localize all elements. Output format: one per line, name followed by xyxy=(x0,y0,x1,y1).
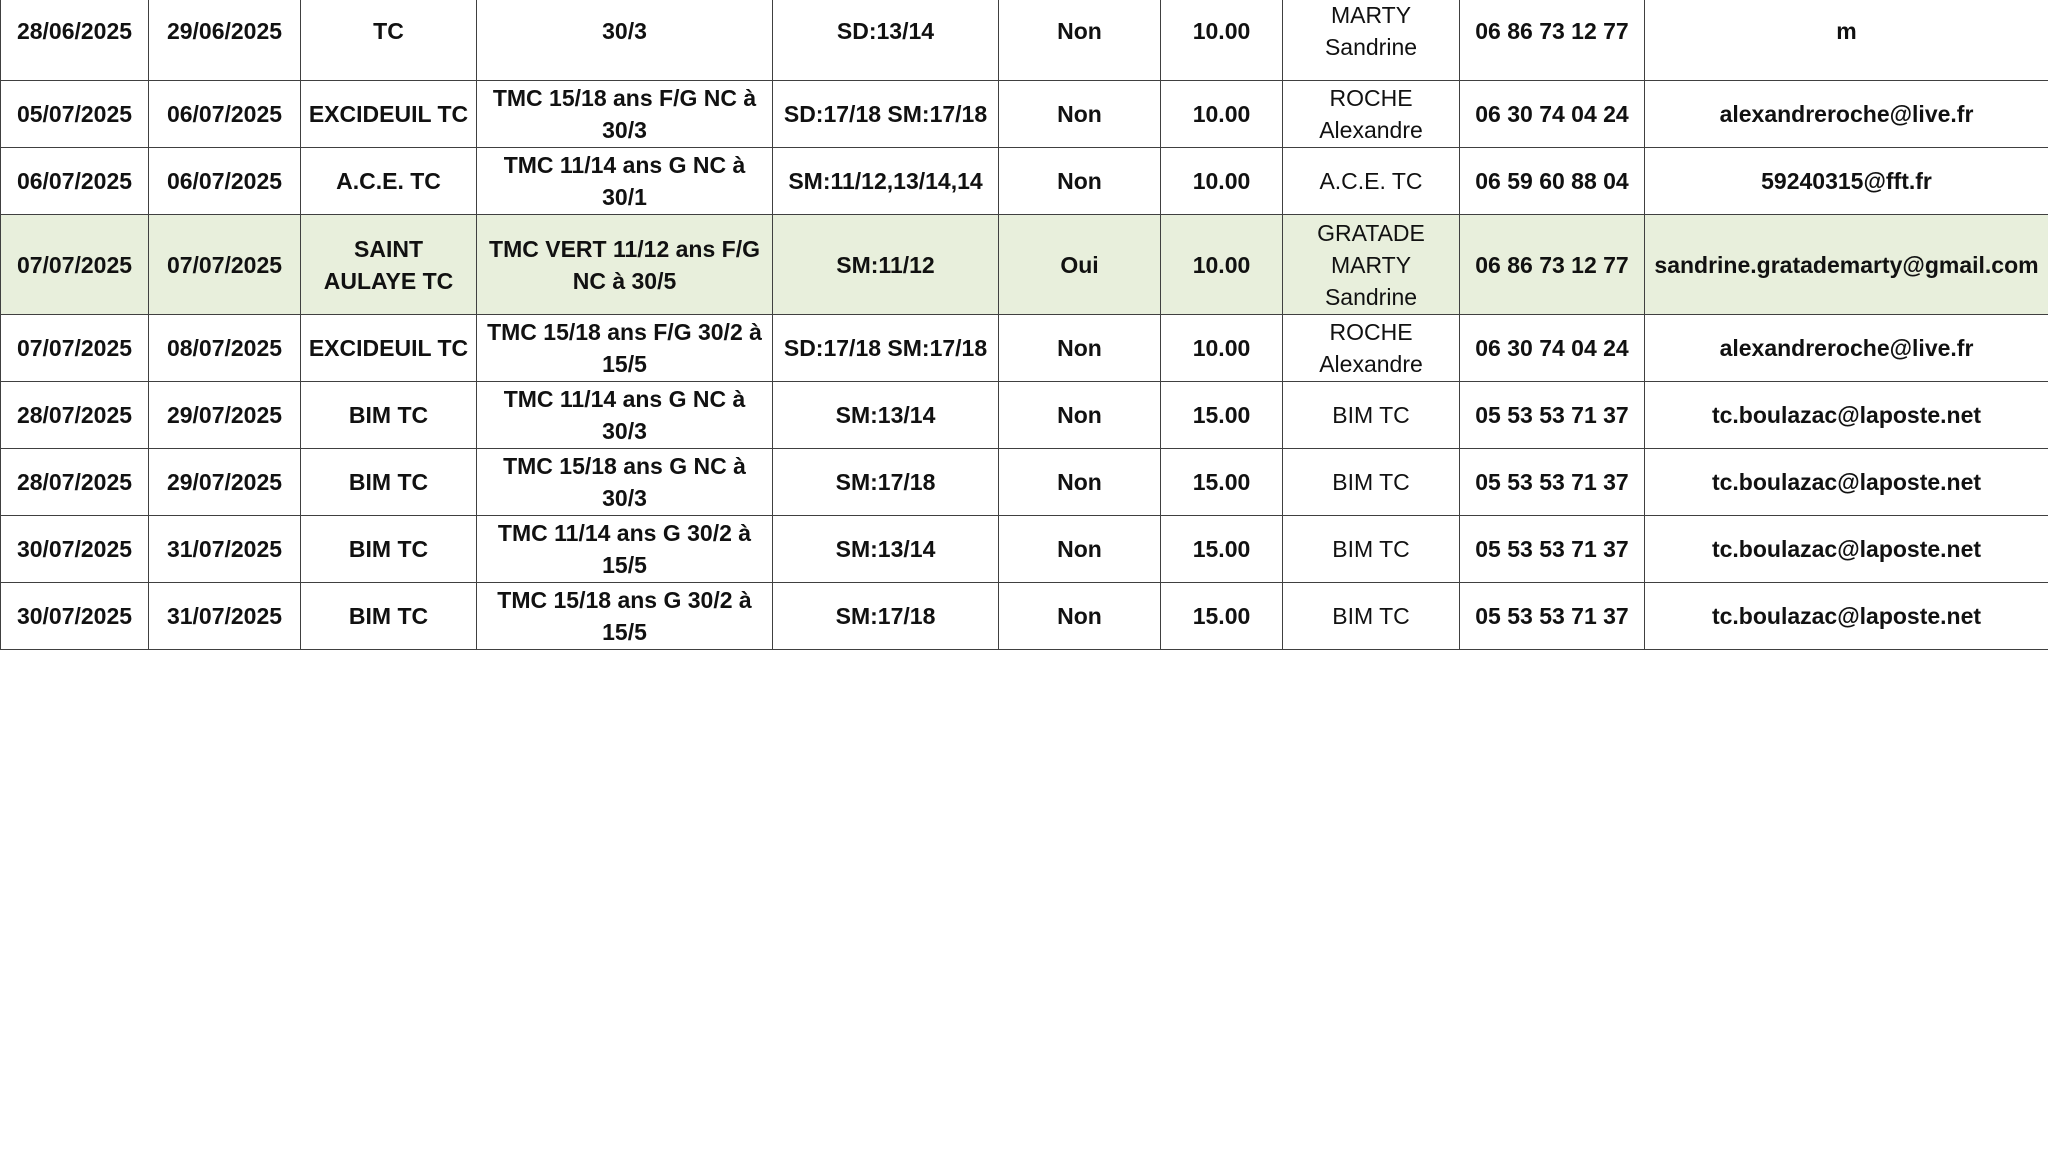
club-cell[interactable]: BIM TC xyxy=(301,516,477,583)
classement-cell[interactable]: SD:17/18 SM:17/18 xyxy=(773,81,999,148)
date-end-cell[interactable]: 31/07/2025 xyxy=(149,516,301,583)
classement-cell[interactable]: SM:17/18 xyxy=(773,449,999,516)
club-cell[interactable]: BIM TC xyxy=(301,382,477,449)
date-start-cell[interactable]: 28/07/2025 xyxy=(1,449,149,516)
phone-cell[interactable]: 06 30 74 04 24 xyxy=(1460,315,1645,382)
price-cell[interactable]: 15.00 xyxy=(1161,449,1283,516)
category-cell[interactable]: TMC 15/18 ans G 30/2 à 15/5 xyxy=(477,583,773,650)
date-end-cell[interactable]: 06/07/2025 xyxy=(149,148,301,215)
category-cell[interactable]: 30/3 xyxy=(477,0,773,81)
club-cell[interactable]: EXCIDEUIL TC xyxy=(301,81,477,148)
contact-name-cell[interactable]: ROCHE Alexandre xyxy=(1283,81,1460,148)
category-cell[interactable]: TMC 15/18 ans F/G 30/2 à 15/5 xyxy=(477,315,773,382)
contact-name-cell[interactable]: BIM TC xyxy=(1283,516,1460,583)
email-cell[interactable]: tc.boulazac@laposte.net xyxy=(1645,583,2048,650)
label-cell[interactable]: Oui xyxy=(999,215,1161,315)
label-cell[interactable]: Non xyxy=(999,583,1161,650)
date-start-cell[interactable]: 28/06/2025 xyxy=(1,0,149,81)
table-row xyxy=(1,81,2048,148)
email-cell[interactable]: tc.boulazac@laposte.net xyxy=(1645,382,2048,449)
phone-cell[interactable]: 05 53 53 71 37 xyxy=(1460,583,1645,650)
price-cell[interactable]: 10.00 xyxy=(1161,315,1283,382)
classement-cell[interactable]: SM:17/18 xyxy=(773,583,999,650)
contact-name-cell[interactable]: MARTY Sandrine xyxy=(1283,0,1460,81)
price-cell[interactable]: 10.00 xyxy=(1161,81,1283,148)
table-row xyxy=(1,516,2048,583)
table-row xyxy=(1,583,2048,650)
club-cell[interactable]: EXCIDEUIL TC xyxy=(301,315,477,382)
table-row xyxy=(1,315,2048,382)
email-cell[interactable]: sandrine.gratademarty@gmail.com xyxy=(1645,215,2048,315)
date-end-cell[interactable]: 07/07/2025 xyxy=(149,215,301,315)
phone-cell[interactable]: 06 59 60 88 04 xyxy=(1460,148,1645,215)
email-cell[interactable]: alexandreroche@live.fr xyxy=(1645,315,2048,382)
date-start-cell[interactable]: 30/07/2025 xyxy=(1,516,149,583)
contact-name-cell[interactable]: BIM TC xyxy=(1283,583,1460,650)
classement-cell[interactable]: SM:11/12 xyxy=(773,215,999,315)
classement-cell[interactable]: SM:13/14 xyxy=(773,382,999,449)
phone-cell[interactable]: 06 86 73 12 77 xyxy=(1460,0,1645,81)
email-cell[interactable]: alexandreroche@live.fr xyxy=(1645,81,2048,148)
classement-cell[interactable]: SM:13/14 xyxy=(773,516,999,583)
contact-name-cell[interactable]: GRATADE MARTY Sandrine xyxy=(1283,215,1460,315)
classement-cell[interactable]: SD:17/18 SM:17/18 xyxy=(773,315,999,382)
price-cell[interactable]: 10.00 xyxy=(1161,148,1283,215)
date-start-cell[interactable]: 28/07/2025 xyxy=(1,382,149,449)
label-cell[interactable]: Non xyxy=(999,81,1161,148)
date-end-cell[interactable]: 29/07/2025 xyxy=(149,382,301,449)
category-cell[interactable]: TMC VERT 11/12 ans F/G NC à 30/5 xyxy=(477,215,773,315)
date-start-cell[interactable]: 05/07/2025 xyxy=(1,81,149,148)
table-body xyxy=(1,0,2048,650)
price-cell[interactable]: 15.00 xyxy=(1161,382,1283,449)
price-cell[interactable]: 15.00 xyxy=(1161,583,1283,650)
contact-name-cell[interactable]: ROCHE Alexandre xyxy=(1283,315,1460,382)
date-end-cell[interactable]: 31/07/2025 xyxy=(149,583,301,650)
club-cell[interactable]: TC xyxy=(301,0,477,81)
phone-cell[interactable]: 05 53 53 71 37 xyxy=(1460,382,1645,449)
price-cell[interactable]: 15.00 xyxy=(1161,516,1283,583)
club-cell[interactable]: BIM TC xyxy=(301,583,477,650)
date-end-cell[interactable]: 06/07/2025 xyxy=(149,81,301,148)
club-cell[interactable]: BIM TC xyxy=(301,449,477,516)
phone-cell[interactable]: 06 30 74 04 24 xyxy=(1460,81,1645,148)
date-end-cell[interactable]: 29/07/2025 xyxy=(149,449,301,516)
contact-name-cell[interactable]: BIM TC xyxy=(1283,449,1460,516)
classement-cell[interactable]: SD:13/14 xyxy=(773,0,999,81)
table-row xyxy=(1,0,2048,81)
label-cell[interactable]: Non xyxy=(999,148,1161,215)
table-row xyxy=(1,215,2048,315)
email-cell[interactable]: tc.boulazac@laposte.net xyxy=(1645,449,2048,516)
club-cell[interactable]: SAINT AULAYE TC xyxy=(301,215,477,315)
category-cell[interactable]: TMC 11/14 ans G NC à 30/3 xyxy=(477,382,773,449)
date-start-cell[interactable]: 30/07/2025 xyxy=(1,583,149,650)
label-cell[interactable]: Non xyxy=(999,449,1161,516)
date-start-cell[interactable]: 06/07/2025 xyxy=(1,148,149,215)
email-cell[interactable]: 59240315@fft.fr xyxy=(1645,148,2048,215)
phone-cell[interactable]: 05 53 53 71 37 xyxy=(1460,516,1645,583)
table-row xyxy=(1,449,2048,516)
table-row xyxy=(1,382,2048,449)
contact-name-cell[interactable]: A.C.E. TC xyxy=(1283,148,1460,215)
category-cell[interactable]: TMC 15/18 ans G NC à 30/3 xyxy=(477,449,773,516)
phone-cell[interactable]: 05 53 53 71 37 xyxy=(1460,449,1645,516)
category-cell[interactable]: TMC 15/18 ans F/G NC à 30/3 xyxy=(477,81,773,148)
email-cell[interactable]: m xyxy=(1645,0,2048,81)
price-cell[interactable]: 10.00 xyxy=(1161,0,1283,81)
date-end-cell[interactable]: 29/06/2025 xyxy=(149,0,301,81)
price-cell[interactable]: 10.00 xyxy=(1161,215,1283,315)
email-cell[interactable]: tc.boulazac@laposte.net xyxy=(1645,516,2048,583)
date-start-cell[interactable]: 07/07/2025 xyxy=(1,215,149,315)
contact-name-cell[interactable]: BIM TC xyxy=(1283,382,1460,449)
category-cell[interactable]: TMC 11/14 ans G 30/2 à 15/5 xyxy=(477,516,773,583)
club-cell[interactable]: A.C.E. TC xyxy=(301,148,477,215)
label-cell[interactable]: Non xyxy=(999,315,1161,382)
label-cell[interactable]: Non xyxy=(999,382,1161,449)
phone-cell[interactable]: 06 86 73 12 77 xyxy=(1460,215,1645,315)
classement-cell[interactable]: SM:11/12,13/14,14 xyxy=(773,148,999,215)
date-end-cell[interactable]: 08/07/2025 xyxy=(149,315,301,382)
date-start-cell[interactable]: 07/07/2025 xyxy=(1,315,149,382)
label-cell[interactable]: Non xyxy=(999,0,1161,81)
label-cell[interactable]: Non xyxy=(999,516,1161,583)
category-cell[interactable]: TMC 11/14 ans G NC à 30/1 xyxy=(477,148,773,215)
table-row xyxy=(1,148,2048,215)
